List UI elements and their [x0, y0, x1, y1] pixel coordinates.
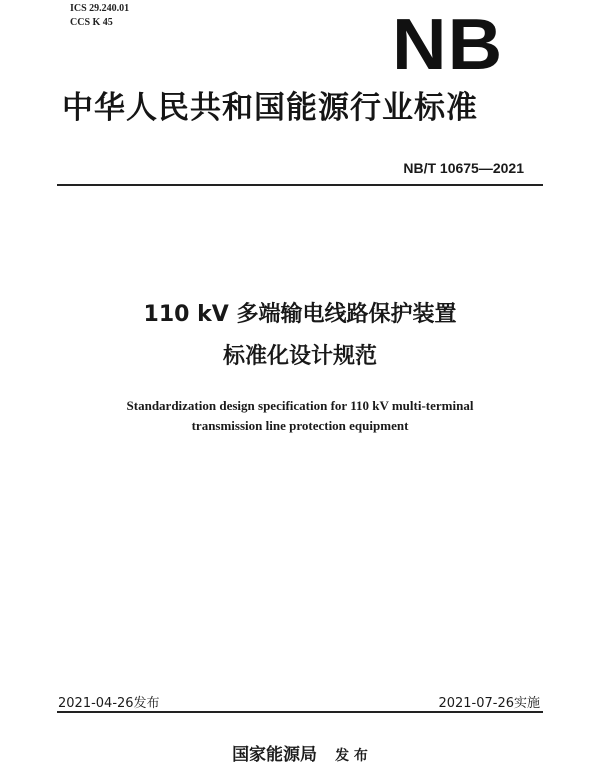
nb-logo: NB — [392, 5, 504, 85]
bottom-divider — [57, 711, 543, 713]
ccs-code: CCS K 45 — [70, 17, 113, 28]
publish-action: 发 布 — [335, 748, 368, 764]
issue-date: 2021-04-26发布 — [58, 696, 160, 711]
ics-code: ICS 29.240.01 — [70, 3, 130, 14]
chinese-title-line-1: 110 kV 多端输电线路保护装置 — [143, 302, 457, 327]
issuing-organization-heading: 中华人民共和国能源行业标准 — [62, 90, 478, 126]
top-divider — [57, 184, 543, 186]
standard-number: NB/T 10675—2021 — [403, 160, 524, 176]
publisher-name: 国家能源局 — [232, 745, 318, 765]
chinese-title-line-2: 标准化设计规范 — [222, 344, 377, 369]
english-title-line-1: Standardization design specification for 110 kV multi-terminal — [126, 398, 474, 413]
publisher-line — [0, 740, 600, 765]
english-title-line-2: transmission line protection equipment — [191, 418, 409, 433]
effective-date: 2021-07-26实施 — [438, 696, 540, 711]
